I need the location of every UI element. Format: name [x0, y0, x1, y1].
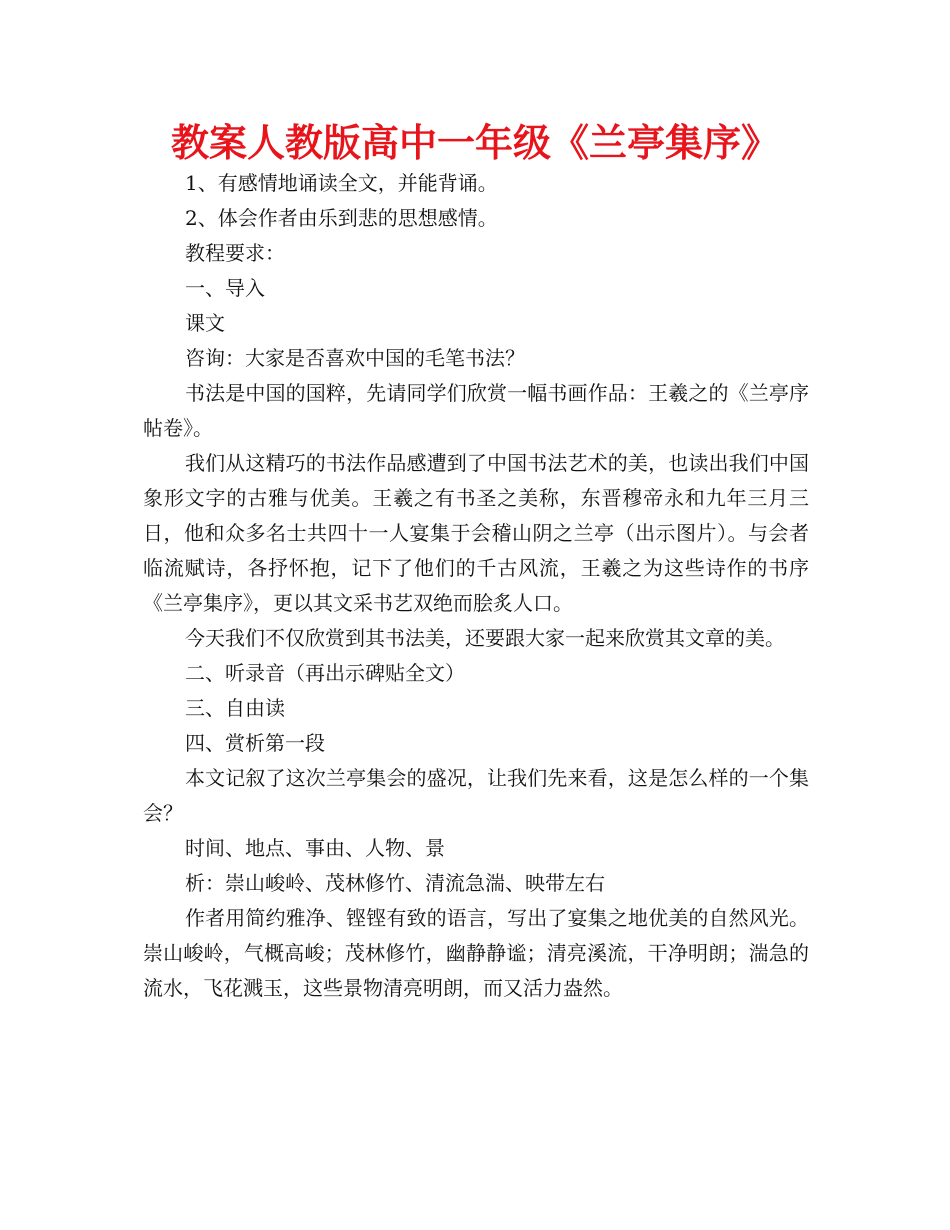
section-heading-requirements: 教程要求：: [185, 241, 285, 265]
document-title: 教案人教版高中一年级《兰亭集序》: [170, 121, 779, 165]
calligraphy-paragraph: 书法是中国的国粹，先请同学们欣赏一幅书画作品：王羲之的《兰亭序帖卷》。: [143, 381, 809, 440]
section-heading-read: 三、自由读: [185, 696, 285, 720]
history-paragraph: 我们从这精巧的书法作品感遭到了中国书法艺术的美，也读出我们中国象形文字的古雅与优美。王羲之有书圣之美称，东晋穆帝永和九年三月三日，他和众多名士共四十一人宴集于会稽山阴之兰亭（出示图片）。与会者临流赋诗，各抒怀抱，记下了他们的千古风流，王羲之为这些诗作的书序《兰亭集序》，更以其文采书艺双绝而脍炙人口。: [143, 451, 809, 615]
objective-1: 1、有感情地诵读全文，并能背诵。: [185, 171, 498, 195]
appreciation-paragraph: 今天我们不仅欣赏到其书法美，还要跟大家一起来欣赏其文章的美。: [185, 626, 785, 650]
section-label-text: 课文: [185, 311, 225, 335]
section-heading-intro: 一、导入: [185, 276, 265, 300]
section-heading-analysis: 四、赏析第一段: [185, 731, 325, 755]
scenery-analysis: 析：崇山峻岭、茂林修竹、清流急湍、映带左右: [185, 871, 605, 895]
question-paragraph: 咨询：大家是否喜欢中国的毛笔书法？: [185, 346, 525, 370]
document-body: [143, 166, 809, 1006]
gathering-question-paragraph: 本文记叙了这次兰亭集会的盛况，让我们先来看，这是怎么样的一个集会？: [143, 766, 809, 825]
scenery-description-paragraph: 作者用简约雅净、铿铿有致的语言，写出了宴集之地优美的自然风光。崇山峻岭，气概高峻；茂林修竹，幽静静谧；清亮溪流，干净明朗；湍急的流水，飞花溅玉，这些景物清亮明朗，而又活力盎然。: [143, 906, 809, 1000]
objective-2: 2、体会作者由乐到悲的思想感情。: [185, 206, 498, 230]
elements-list: 时间、地点、事由、人物、景: [185, 836, 445, 860]
section-heading-listen: 二、听录音（再出示碑贴全文）: [185, 661, 465, 685]
